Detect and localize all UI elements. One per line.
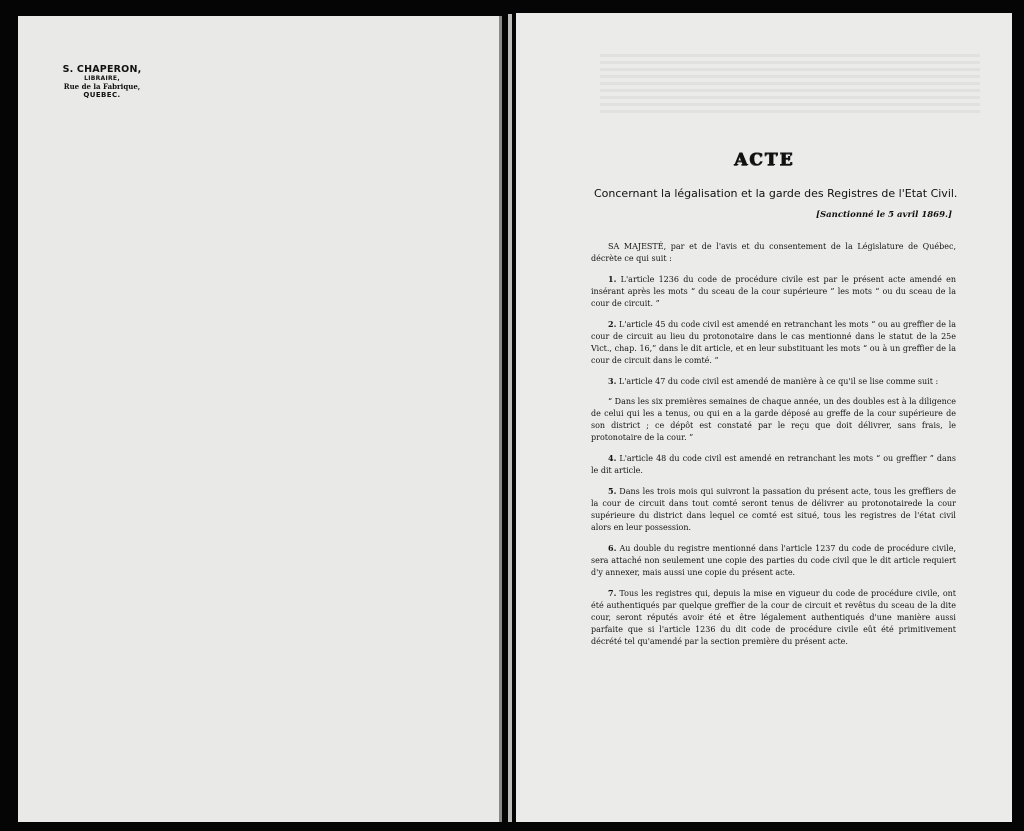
right-page bbox=[516, 13, 1012, 822]
article-paragraph bbox=[591, 542, 956, 579]
article-number: 7. bbox=[608, 588, 617, 598]
article-paragraph bbox=[591, 587, 956, 648]
stamp-name: S. CHAPERON, bbox=[62, 64, 142, 75]
stamp-city: QUEBEC. bbox=[83, 90, 121, 99]
bookseller-stamp bbox=[52, 64, 152, 99]
left-page bbox=[18, 16, 500, 822]
gutter-divider bbox=[499, 16, 502, 822]
article-number: 4. bbox=[608, 453, 617, 463]
document-subtitle: Concernant la légalisation et la garde des Registres de l'Etat Civil. bbox=[594, 187, 958, 200]
document-title: ACTE bbox=[733, 150, 795, 170]
article-paragraph bbox=[591, 452, 956, 477]
sanction-date: [Sanctionné le 5 avril 1869.] bbox=[815, 210, 952, 220]
show-through-text bbox=[600, 51, 980, 113]
article-number: 5. bbox=[608, 486, 617, 496]
article-number: 2. bbox=[608, 319, 617, 329]
article-text: Au double du registre mentionné dans l'article 1237 du code de procédure civile, sera attaché non seulement une copie des parties du code civil que le dit article requiert d'y annexer, mais aussi une copie du présent acte. bbox=[591, 544, 957, 577]
page-edge bbox=[508, 14, 512, 822]
article-list bbox=[591, 273, 956, 648]
article-number: 1. bbox=[608, 274, 617, 284]
article-text: Dans les trois mois qui suivront la passation du présent acte, tous les greffiers de la cour de circuit dans tout comté seront tenus de délivrer au protonotairede la cour supérieure du district dans lequel ce comté est situé, tous les registres de l'état civil alors en leur possession. bbox=[591, 487, 956, 532]
preamble: SA MAJESTÉ, par et de l'avis et du consentement de la Législature de Québec, décrète ce qui suit : bbox=[591, 242, 956, 263]
article-paragraph bbox=[591, 485, 956, 534]
article-text: L'article 1236 du code de procédure civile est par le présent acte amendé en insérant après les mots “ du sceau de la cour supérieure ” les mots “ ou du sceau de la cour de circuit. ” bbox=[591, 275, 957, 308]
article-text: “ Dans les six premières semaines de chaque année, un des doubles est à la diligence de celui qui les a tenus, ou qui en a la garde déposé au greffe de la cour supérieure de son district ; ce dépôt est constaté par le reçu que doit délivrer, sans frais, le protonotaire de la cour. ” bbox=[591, 397, 956, 442]
article-paragraph bbox=[591, 273, 956, 310]
article-paragraph bbox=[591, 396, 956, 444]
article-number: 3. bbox=[608, 376, 617, 386]
act-body bbox=[591, 241, 956, 656]
article-text: L'article 48 du code civil est amendé en retranchant les mots “ ou greffier ” dans le dit article. bbox=[591, 454, 956, 475]
article-paragraph bbox=[591, 318, 956, 367]
article-text: Tous les registres qui, depuis la mise en vigueur du code de procédure civile, ont été authentiqués par quelque greffier de la cour de circuit et revêtus du sceau de la dite cour, seront réputés avoir été et être légalement authentiqués d'une manière aussi parfaite que si l'article 1236 du dit code de procédure civile eût été primitivement décrété tel qu'amendé par la section première du présent acte. bbox=[591, 589, 957, 646]
stamp-role: LIBRAIRE, bbox=[84, 75, 120, 83]
stamp-street: Rue de la Fabrique, bbox=[63, 81, 141, 91]
article-number: 6. bbox=[608, 543, 617, 553]
article-paragraph bbox=[591, 375, 956, 388]
article-text: L'article 47 du code civil est amendé de manière à ce qu'il se lise comme suit : bbox=[618, 377, 939, 386]
article-text: L'article 45 du code civil est amendé en retranchant les mots “ ou au greffier de la cour de circuit au lieu du protonotaire dans le cas mentionné dans le statut de la 25e Vict., chap. 16,” dans le dit article, et en leur substituant les mots “ ou à un greffier de la cour de circuit dans le comté. ” bbox=[591, 320, 956, 365]
